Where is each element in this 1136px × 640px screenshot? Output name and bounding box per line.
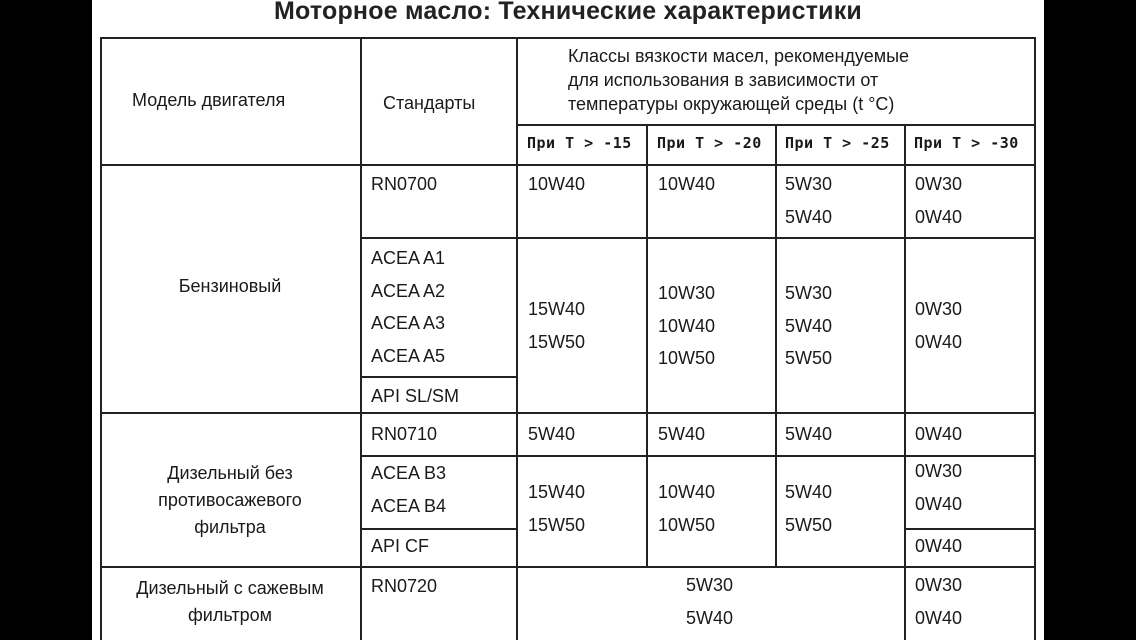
petrol-api-divider [360, 376, 516, 378]
engine-diesel-no-filter: Дизельный без противосажевого фильтра [158, 463, 302, 537]
header-bottom-divider [100, 164, 1036, 166]
petrol-rn0700-t15: 10W40 [528, 174, 586, 194]
diesel-acea-t20: 10W40 10W50 [658, 482, 716, 535]
standards-col-divider [516, 37, 518, 640]
diesel-acea-standards: ACEA B3 ACEA B4 [371, 463, 447, 516]
header-temp-30: При Т > -30 [914, 134, 1019, 152]
header-temp-20: При Т > -20 [657, 134, 762, 152]
petrol-bottom-divider [100, 412, 1036, 414]
standard-rn0720: RN0720 [371, 576, 438, 596]
engine-diesel-filter: Дизельный с сажевым фильтром [136, 578, 324, 625]
diesel-rn0710-t15: 5W40 [528, 424, 576, 444]
petrol-rn0700-t20: 10W40 [658, 174, 716, 194]
petrol-rn0700-t25: 5W30 5W40 [785, 174, 833, 227]
diesel-api-t30: 0W40 [915, 536, 963, 556]
petrol-rn0700-t30: 0W30 0W40 [915, 174, 963, 227]
standard-api-sl-sm: API SL/SM [371, 386, 460, 406]
diesel-acea-t15: 15W40 15W50 [528, 482, 586, 535]
oil-spec-table [92, 0, 1044, 640]
engine-col-divider [360, 37, 362, 640]
petrol-acea-t25: 5W30 5W40 5W50 [785, 283, 833, 369]
diesel-acea-t30: 0W30 0W40 [915, 461, 963, 514]
table-border-right [1034, 37, 1036, 640]
diesel-acea-t25: 5W40 5W50 [785, 482, 833, 535]
engine-petrol: Бензиновый [178, 276, 282, 296]
standard-rn0700: RN0700 [371, 174, 438, 194]
header-temp-25: При Т > -25 [785, 134, 890, 152]
petrol-acea-standards: ACEA A1 ACEA A2 ACEA A3 ACEA A5 [371, 248, 446, 366]
diesel-filter-t30: 0W30 0W40 [915, 575, 963, 628]
header-viscosity-title: Классы вязкости масел, рекомендуемые для использования в зависимости от температуры окружающей среды (t °C) [568, 46, 910, 114]
petrol-acea-t30: 0W30 0W40 [915, 299, 963, 352]
t20-col-divider [775, 124, 777, 566]
petrol-acea-t15: 15W40 15W50 [528, 299, 586, 352]
page-title: Моторное масло: Технические характеристики [274, 0, 862, 25]
diesel-filter-t15-25: 5W30 5W40 [686, 575, 734, 628]
diesel-rn0710-t30: 0W40 [915, 424, 963, 444]
header-temp-15: При Т > -15 [527, 134, 632, 152]
diesel-api-t30-divider [904, 528, 1036, 530]
diesel-api-divider [360, 528, 516, 530]
table-border-left [100, 37, 102, 640]
header-engine-model: Модель двигателя [132, 90, 286, 110]
petrol-acea-t20: 10W30 10W40 10W50 [658, 283, 716, 369]
petrol-rn0700-divider [360, 237, 1036, 239]
diesel-rn0710-t25: 5W40 [785, 424, 833, 444]
standard-api-cf: API CF [371, 536, 430, 556]
header-standards: Стандарты [383, 93, 476, 113]
diesel-bottom-divider [100, 566, 1036, 568]
diesel-rn0710-t20: 5W40 [658, 424, 706, 444]
t25-col-divider [904, 124, 906, 640]
t15-col-divider [646, 124, 648, 566]
table-border-top [100, 37, 1036, 39]
standard-rn0710: RN0710 [371, 424, 438, 444]
document-page [92, 0, 1044, 640]
